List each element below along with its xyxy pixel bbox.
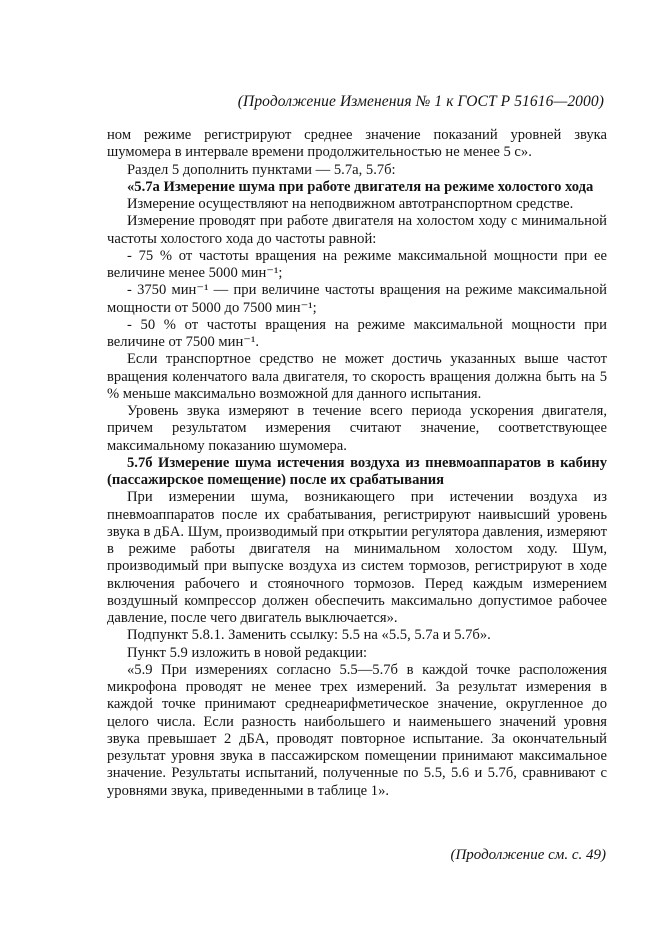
continuation-header: (Продолжение Изменения № 1 к ГОСТ Р 51616—2000) [237,93,604,110]
paragraph-5-7b-body: При измерении шума, возникающего при истечении воздуха из пневмоаппаратов после их срабатывания, регистрируют наивысший уровень звука в дБA. Шум, производимый при открытии регулятора давления, измеряют в режиме работы двигателя на минимальном холостом ходу. Шум, производимый при выпуске воздуха из систем тормозов, регистрируют в ходе включения рабочего и стояночного тормозов. Перед каждым измерением воздушный компрессор должен обеспечить максимально допустимое рабочее давление, после чего двигатель выключается». [107,489,607,626]
heading-5-7a: «5.7а Измерение шума при работе двигателя на режиме холостого хода [127,178,594,195]
paragraph-continued-text: ном режиме регистрируют среднее значение показаний уровней звука шумомера в интервале времени продолжительностью не менее 5 с». [107,127,607,161]
paragraph-5-7a-result: Уровень звука измеряют в течение всего периода ускорения двигателя, причем результатом измерения считают значение, соответствующее максимальному показанию шумомера. [107,403,607,454]
list-item-3750-rpm: - 3750 мин⁻¹ — при величине частоты вращения на режиме максимальной мощности от 5000 до 7500 мин⁻¹; [107,282,607,316]
paragraph-5-8-1: Подпункт 5.8.1. Заменить ссылку: 5.5 на «5.5, 5.7а и 5.7б». [127,627,491,644]
paragraph-5-7a-fallback: Если транспортное средство не может достичь указанных выше частот вращения коленчатого вала двигателя, то скорость вращения должна быть на 5 % меньше максимально возможной для данного испытания. [107,351,607,402]
document-body [107,127,607,800]
paragraph-5-7a-intro: Измерение осуществляют на неподвижном автотранспортном средстве. [127,196,574,212]
list-item-50-percent: - 50 % от частоты вращения на режиме максимальной мощности при величине от 7500 мин⁻¹. [107,316,607,350]
paragraph-5-9-body: «5.9 При измерениях согласно 5.5—5.7б в каждой точке расположения микрофона проводят не менее трех измерений. За результат измерения в каждой точке принимают среднеарифметическое значение, округленное до целого числа. Если разность наибольшего и наименьшего значений уровня звука превышает 2 дБA, проводят повторное испытание. За окончательный результат уровня звука в пассажирском помещении принимают максимальное значение. Результаты испытаний, полученные по 5.5, 5.6 и 5.7б, сравнивают с уровнями звука, приведенными в таблице 1». [107,661,607,799]
paragraph-5-7a-conditions: Измерение проводят при работе двигателя на холостом ходу с минимальной частоты холостого хода до частоты равной: [107,213,607,247]
paragraph-5-9-intro: Пункт 5.9 изложить в новой редакции: [127,644,368,661]
continuation-footer: (Продолжение см. с. 49) [450,847,606,863]
heading-5-7b: 5.7б Измерение шума истечения воздуха из пневмоаппаратов в кабину (пассажирское помещение) после их срабатывания [107,454,607,488]
paragraph-section-5-addition: Раздел 5 дополнить пунктами — 5.7а, 5.7б: [127,161,396,178]
list-item-75-percent: - 75 % от частоты вращения на режиме максимальной мощности при ее величине менее 5000 мин⁻¹; [107,247,607,281]
